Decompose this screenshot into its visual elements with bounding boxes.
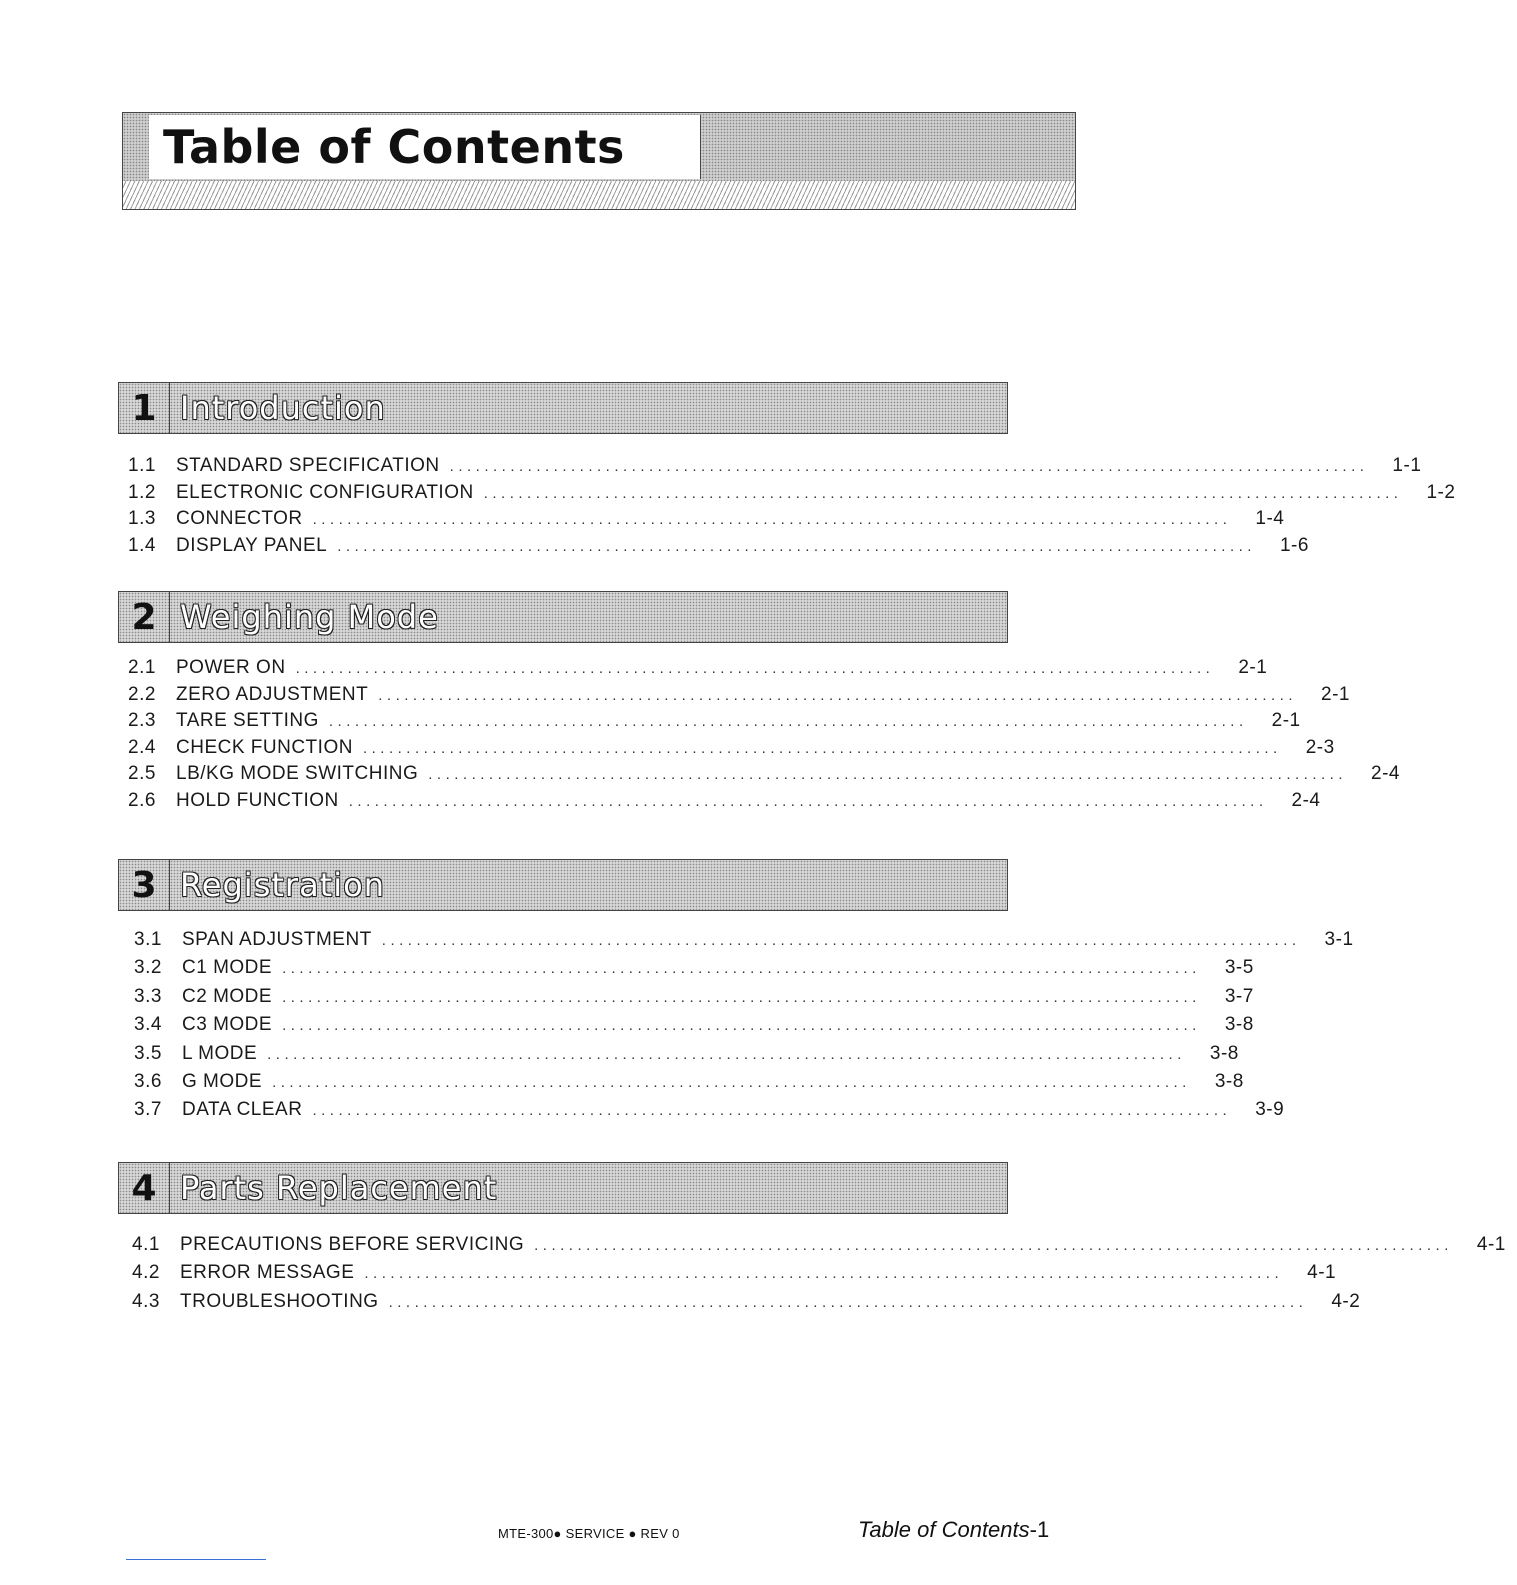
entry-title: TARE SETTING [176,710,319,731]
dot-leader: .......................................................................................................... [312,1102,1232,1120]
entry-number: 2.6 [128,789,156,811]
section-number: 1 [119,383,170,433]
entry-number: 4.2 [132,1262,160,1284]
entry-page: 3-8 [1224,1014,1254,1036]
entry-page: 2-1 [1321,683,1350,705]
dot-leader: .......................................................................................................... [337,537,1256,555]
toc-entry[interactable] [128,508,1285,535]
entry-number: 4.1 [132,1234,160,1255]
toc-entry[interactable] [132,1262,1337,1290]
entry-page: 1-2 [1426,481,1456,503]
entry-number: 1.4 [128,534,156,556]
dot-leader: .......................................................................................................... [534,1237,1453,1254]
entry-number: 3.1 [134,929,162,950]
dot-leader: .......................................................................................................... [364,1265,1284,1283]
toc-entry[interactable] [132,1290,1361,1319]
toc-entry[interactable] [128,534,1309,562]
toc-entry[interactable] [134,985,1254,1014]
toc-entry[interactable] [134,1042,1239,1071]
entry-title: DATA CLEAR [182,1099,303,1121]
link-underline [126,1559,266,1560]
footer-page-title: Table of Contents [858,1517,1030,1542]
title-banner [122,112,1076,210]
entry-title: L MODE [182,1042,258,1064]
entry-title: LB/KG MODE SWITCHING [176,763,419,784]
section-title: Weighing Mode [180,598,439,636]
toc-entry[interactable] [128,481,1456,509]
entry-title: ELECTRONIC CONFIGURATION [176,481,474,503]
entry-title: CHECK FUNCTION [176,736,353,758]
dot-leader: .......................................................................................................... [282,988,1201,1006]
section-header-weighing-mode [118,591,1008,643]
toc-entry[interactable] [128,710,1301,737]
entry-title: SPAN ADJUSTMENT [182,929,372,950]
entry-page: 3-7 [1224,985,1254,1007]
dot-leader: .......................................................................................................... [272,1073,1191,1091]
entry-page: 1-1 [1392,455,1422,476]
dot-leader: .......................................................................................................... [295,660,1215,677]
entry-number: 3.2 [134,957,162,979]
footer-page-number: -1 [1029,1517,1050,1542]
entry-page: 4-1 [1307,1262,1337,1284]
dot-leader: .......................................................................................................... [378,686,1297,704]
dot-leader: .......................................................................................................... [449,458,1369,475]
toc-entry[interactable] [134,1014,1254,1042]
entry-page: 3-1 [1324,929,1354,950]
dot-leader: .......................................................................................................... [348,792,1268,810]
entry-page: 2-4 [1291,789,1321,811]
dot-leader: .......................................................................................................... [381,932,1301,949]
entry-title: DISPLAY PANEL [176,534,328,556]
entry-number: 3.3 [134,985,162,1007]
entry-number: 2.4 [128,736,156,758]
entry-number: 1.1 [128,455,156,476]
footer-doc-ref: MTE-300● SERVICE ● REV 0 [498,1526,680,1541]
section-number: 3 [119,860,170,910]
entry-number: 1.2 [128,481,156,503]
dot-leader: .......................................................................................................... [282,960,1201,978]
entry-title: G MODE [182,1070,263,1092]
section-header-introduction [118,382,1008,434]
dot-leader: .......................................................................................................... [483,484,1403,502]
entry-title: C2 MODE [182,985,273,1007]
toc-list-introduction [128,455,1456,561]
toc-list-registration [134,929,1354,1128]
dot-leader: .......................................................................................................... [312,511,1232,528]
entry-number: 2.1 [128,657,156,678]
toc-list-weighing-mode [128,657,1400,816]
entry-title: ERROR MESSAGE [180,1262,355,1284]
toc-entry[interactable] [132,1234,1506,1262]
entry-title: HOLD FUNCTION [176,789,339,811]
toc-entry[interactable] [128,455,1422,482]
dot-leader: .......................................................................................................... [428,766,1348,783]
section-number: 4 [119,1163,170,1213]
toc-entry[interactable] [134,957,1254,985]
dot-leader: .......................................................................................................... [362,739,1282,757]
entry-number: 1.3 [128,508,156,529]
entry-number: 2.3 [128,710,156,731]
entry-page: 4-2 [1331,1290,1361,1312]
entry-page: 2-4 [1371,763,1400,784]
entry-number: 3.5 [134,1042,162,1064]
section-header-parts-replacement [118,1162,1008,1214]
toc-list-parts-replacement [132,1234,1506,1319]
page-title: Table of Contents [163,120,625,174]
entry-number: 4.3 [132,1290,160,1312]
entry-page: 3-9 [1255,1099,1285,1121]
toc-entry[interactable] [128,736,1335,764]
entry-page: 2-3 [1305,736,1335,758]
entry-title: CONNECTOR [176,508,303,529]
toc-entry[interactable] [134,1099,1285,1127]
toc-entry[interactable] [128,763,1400,790]
entry-page: 3-5 [1224,957,1254,979]
toc-entry[interactable] [128,789,1321,817]
dot-leader: .......................................................................................................... [388,1293,1308,1311]
entry-title: STANDARD SPECIFICATION [176,455,440,476]
section-title: Registration [180,866,385,904]
toc-entry[interactable] [128,683,1350,711]
title-box [149,115,701,179]
section-title: Introduction [180,389,386,427]
dot-leader: .......................................................................................................... [267,1045,1186,1063]
entry-page: 4-1 [1476,1234,1506,1255]
toc-entry[interactable] [134,1070,1244,1099]
entry-page: 3-8 [1209,1042,1239,1064]
entry-title: C1 MODE [182,957,273,979]
toc-entry[interactable] [134,929,1354,957]
entry-number: 2.2 [128,683,156,705]
toc-entry[interactable] [128,657,1268,684]
entry-number: 3.6 [134,1070,162,1092]
entry-title: PRECAUTIONS BEFORE SERVICING [180,1234,525,1255]
entry-page: 1-6 [1279,534,1309,556]
entry-page: 2-1 [1238,657,1268,678]
section-title: Parts Replacement [180,1169,498,1207]
dot-leader: .......................................................................................................... [328,713,1248,730]
entry-title: POWER ON [176,657,286,678]
entry-title: ZERO ADJUSTMENT [176,683,369,705]
section-number: 2 [119,592,170,642]
dot-leader: .......................................................................................................... [282,1017,1201,1035]
entry-number: 3.4 [134,1014,162,1036]
entry-title: C3 MODE [182,1014,273,1036]
footer-page-label [858,1517,1049,1543]
entry-number: 3.7 [134,1099,162,1121]
entry-title: TROUBLESHOOTING [180,1290,379,1312]
entry-number: 2.5 [128,763,156,784]
section-header-registration [118,859,1008,911]
entry-page: 1-4 [1255,508,1285,529]
entry-page: 2-1 [1271,710,1301,731]
entry-page: 3-8 [1214,1070,1244,1092]
